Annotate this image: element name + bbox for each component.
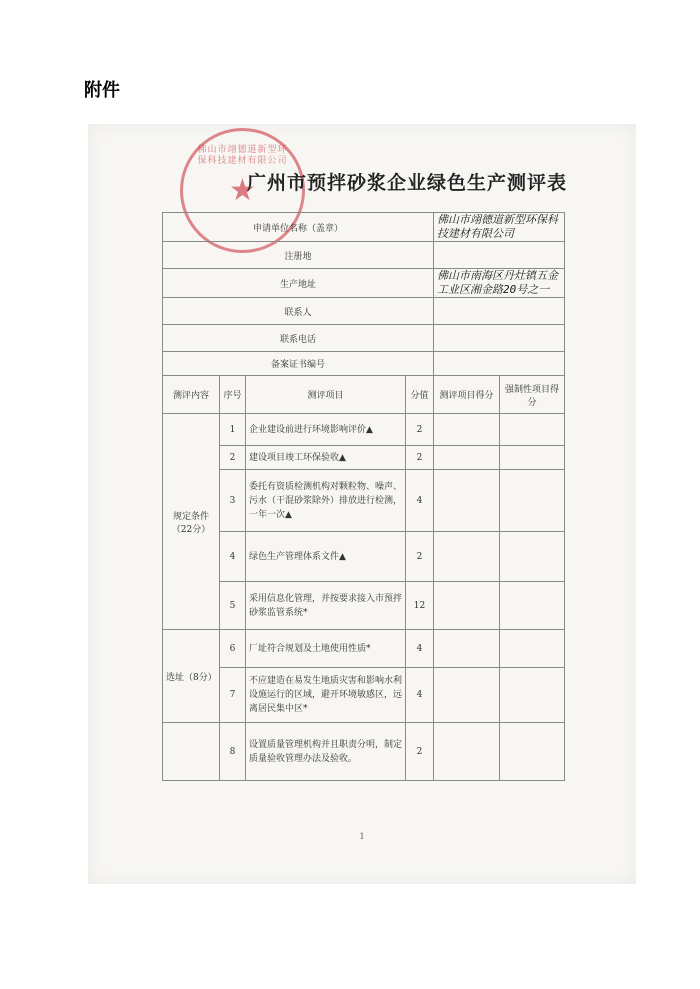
row-points: 4 [406, 668, 434, 723]
document-title: 广州市预拌砂浆企业绿色生产测评表 [246, 172, 567, 194]
header-item-score: 测评项目得分 [434, 376, 500, 414]
table-row [163, 470, 565, 532]
info-label: 注册地 [163, 242, 434, 269]
scanned-document [88, 124, 636, 884]
table-row [163, 532, 565, 582]
row-points: 2 [406, 414, 434, 446]
info-label: 联系电话 [163, 325, 434, 352]
row-item: 建设项目竣工环保验收▲ [246, 446, 406, 470]
row-item: 绿色生产管理体系文件▲ [246, 532, 406, 582]
table-row [163, 668, 565, 723]
row-mandatory-score [500, 668, 565, 723]
info-value [434, 242, 565, 269]
row-mandatory-score [500, 470, 565, 532]
info-label: 生产地址 [163, 269, 434, 298]
info-row [163, 242, 565, 269]
row-mandatory-score [500, 414, 565, 446]
row-item-score [434, 532, 500, 582]
info-label: 备案证书编号 [163, 352, 434, 376]
row-item-score [434, 630, 500, 668]
row-seq: 5 [220, 582, 246, 630]
info-row [163, 325, 565, 352]
row-mandatory-score [500, 582, 565, 630]
row-seq: 1 [220, 414, 246, 446]
info-value [434, 352, 565, 376]
info-row [163, 269, 565, 298]
info-value: 佛山市翊德道新型环保科技建材有限公司 [434, 213, 565, 242]
row-item: 厂址符合规划及土地使用性质* [246, 630, 406, 668]
row-mandatory-score [500, 446, 565, 470]
row-item: 企业建设前进行环境影响评价▲ [246, 414, 406, 446]
table-row [163, 630, 565, 668]
row-seq: 4 [220, 532, 246, 582]
row-points: 2 [406, 532, 434, 582]
row-seq: 7 [220, 668, 246, 723]
table-row [163, 446, 565, 470]
info-row [163, 213, 565, 242]
table-row [163, 414, 565, 446]
info-row [163, 298, 565, 325]
row-mandatory-score [500, 723, 565, 781]
table-row [163, 723, 565, 781]
row-points: 12 [406, 582, 434, 630]
row-item-score [434, 446, 500, 470]
row-item: 不应建造在易发生地质灾害和影响水利设施运行的区域，避开环境敏感区，远离居民集中区* [246, 668, 406, 723]
header-item: 测评项目 [246, 376, 406, 414]
info-value [434, 325, 565, 352]
star-icon: ★ [229, 173, 256, 208]
info-value: 佛山市南海区丹灶镇五金工业区湘金路20号之一 [434, 269, 565, 298]
info-row [163, 352, 565, 376]
page-number: 1 [359, 832, 365, 841]
row-item: 设置质量管理机构并且职责分明，制定质量验收管理办法及验收。 [246, 723, 406, 781]
group-label: 规定条件（22分） [163, 414, 220, 630]
evaluation-table [162, 212, 565, 781]
header-mandatory-score: 强制性项目得分 [500, 376, 565, 414]
row-item-score [434, 414, 500, 446]
row-points: 2 [406, 446, 434, 470]
header-seq: 序号 [220, 376, 246, 414]
info-value [434, 298, 565, 325]
row-seq: 8 [220, 723, 246, 781]
row-item-score [434, 470, 500, 532]
row-item-score [434, 668, 500, 723]
group-label-empty [163, 723, 220, 781]
header-content: 测评内容 [163, 376, 220, 414]
row-item: 采用信息化管理，并按要求接入市预拌砂浆监管系统* [246, 582, 406, 630]
row-item: 委托有资质检测机构对颗粒物、噪声、污水（干混砂浆除外）排放进行检测，一年一次▲ [246, 470, 406, 532]
info-label: 联系人 [163, 298, 434, 325]
row-mandatory-score [500, 630, 565, 668]
attachment-label: 附件 [84, 80, 120, 101]
seal-text: 佛山市翊德道新型环保科技建材有限公司 [197, 145, 288, 166]
row-points: 4 [406, 630, 434, 668]
row-points: 4 [406, 470, 434, 532]
row-mandatory-score [500, 532, 565, 582]
row-item-score [434, 723, 500, 781]
row-seq: 6 [220, 630, 246, 668]
row-item-score [434, 582, 500, 630]
row-points: 2 [406, 723, 434, 781]
table-header-row [163, 376, 565, 414]
row-seq: 3 [220, 470, 246, 532]
group-label: 选址（8分） [163, 630, 220, 723]
header-points: 分值 [406, 376, 434, 414]
info-label: 申请单位名称（盖章） [163, 213, 434, 242]
row-seq: 2 [220, 446, 246, 470]
table-row [163, 582, 565, 630]
